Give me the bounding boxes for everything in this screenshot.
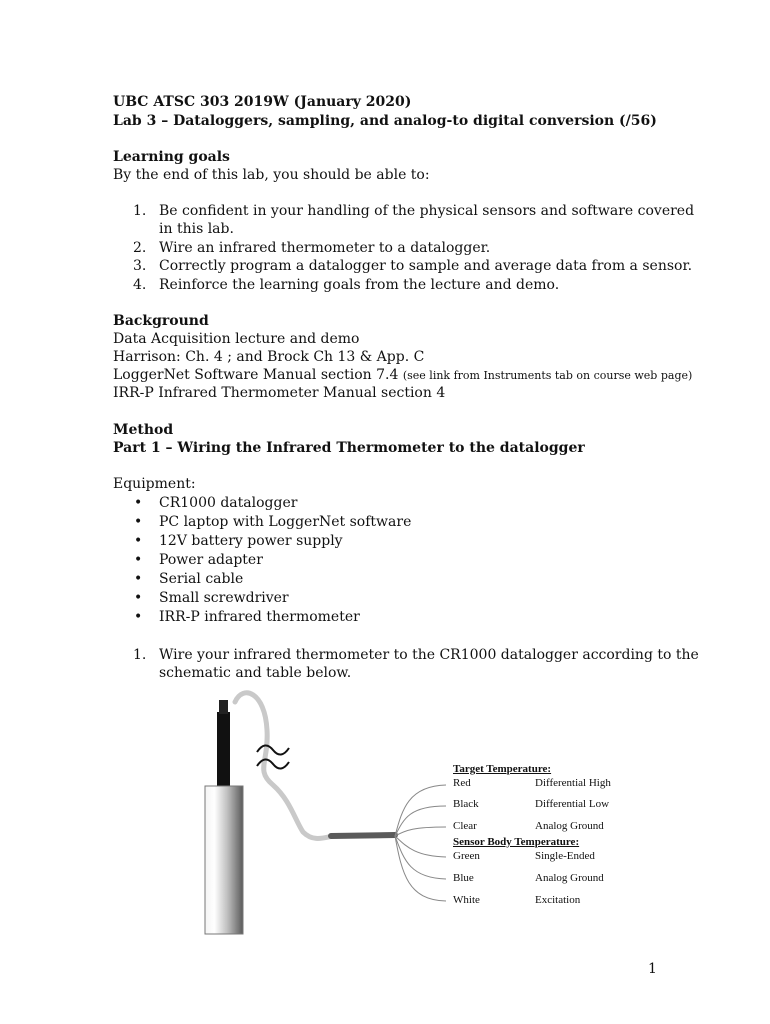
equipment-item: Serial cable xyxy=(159,571,244,587)
cable-sheath xyxy=(331,835,395,836)
bullet-icon: • xyxy=(134,590,143,606)
wire-connection: Differential Low xyxy=(535,798,610,810)
lab-title: Lab 3 – Dataloggers, sampling, and analog-to digital conversion (/56) xyxy=(113,113,657,129)
sensor-neck xyxy=(217,712,230,786)
manual-reference-main: LoggerNet Software Manual section 7.4 xyxy=(113,367,399,383)
bullet-icon: • xyxy=(134,609,143,625)
step-number: 1. xyxy=(133,647,147,663)
cable-break-mark xyxy=(257,745,289,754)
manual-reference xyxy=(113,366,692,385)
wire-color: White xyxy=(453,894,480,906)
wire-connection: Differential High xyxy=(535,777,611,789)
equipment-item: IRR-P infrared thermometer xyxy=(159,609,360,625)
wire-color: Clear xyxy=(453,820,477,832)
learning-goals-intro: By the end of this lab, you should be able to: xyxy=(113,167,430,183)
part1-heading: Part 1 – Wiring the Infrared Thermometer to the datalogger xyxy=(113,440,585,456)
wire-fanout xyxy=(390,770,450,910)
goal-number: 3. xyxy=(133,258,147,274)
goal-number: 4. xyxy=(133,277,147,293)
background-heading: Background xyxy=(113,313,209,329)
course-heading: UBC ATSC 303 2019W (January 2020) xyxy=(113,94,412,110)
goal-item: Be confident in your handling of the physical sensors and software covered xyxy=(159,203,695,219)
bullet-icon: • xyxy=(134,533,143,549)
wire-white xyxy=(395,836,446,901)
goal-item: Reinforce the learning goals from the lecture and demo. xyxy=(159,277,560,293)
wire-connection: Analog Ground xyxy=(535,820,604,832)
background-line: Data Acquisition lecture and demo xyxy=(113,331,360,347)
sensor-neck-top xyxy=(219,700,228,714)
sensor-body-temperature-heading: Sensor Body Temperature: xyxy=(453,836,580,848)
wire-connection: Excitation xyxy=(535,894,581,906)
wire-black xyxy=(395,806,446,836)
goal-number: 2. xyxy=(133,240,147,256)
step-text-continuation: schematic and table below. xyxy=(159,665,352,681)
wire-connection: Single-Ended xyxy=(535,850,595,862)
wire-color: Green xyxy=(453,850,480,862)
equipment-item: 12V battery power supply xyxy=(159,533,343,549)
equipment-item: Small screwdriver xyxy=(159,590,289,606)
irr-manual-reference: IRR-P Infrared Thermometer Manual section 4 xyxy=(113,385,446,401)
target-temperature-heading: Target Temperature: xyxy=(453,763,552,775)
wire-connection: Analog Ground xyxy=(535,872,604,884)
bullet-icon: • xyxy=(134,552,143,568)
goal-number: 1. xyxy=(133,203,147,219)
wire-clear xyxy=(395,827,446,836)
background-line: Harrison: Ch. 4 ; and Brock Ch 13 & App. C xyxy=(113,349,425,365)
sensor-cable xyxy=(235,693,333,839)
sensor-body xyxy=(205,786,243,934)
bullet-icon: • xyxy=(134,514,143,530)
goal-item: Wire an infrared thermometer to a datalogger. xyxy=(159,240,491,256)
manual-reference-note: (see link from Instruments tab on course web page) xyxy=(402,369,693,382)
bullet-icon: • xyxy=(134,571,143,587)
goal-item-continuation: in this lab. xyxy=(159,221,234,237)
equipment-item: Power adapter xyxy=(159,552,263,568)
equipment-item: PC laptop with LoggerNet software xyxy=(159,514,412,530)
goal-item: Correctly program a datalogger to sample and average data from a sensor. xyxy=(159,258,693,274)
equipment-label: Equipment: xyxy=(113,476,196,492)
learning-goals-heading: Learning goals xyxy=(113,149,230,165)
equipment-item: CR1000 datalogger xyxy=(159,495,298,511)
page-number: 1 xyxy=(648,961,657,977)
step-text: Wire your infrared thermometer to the CR1000 datalogger according to the xyxy=(159,647,699,663)
wire-color: Black xyxy=(453,798,479,810)
bullet-icon: • xyxy=(134,495,143,511)
method-heading: Method xyxy=(113,422,174,438)
wire-color: Red xyxy=(453,777,471,789)
wire-color: Blue xyxy=(453,872,474,884)
